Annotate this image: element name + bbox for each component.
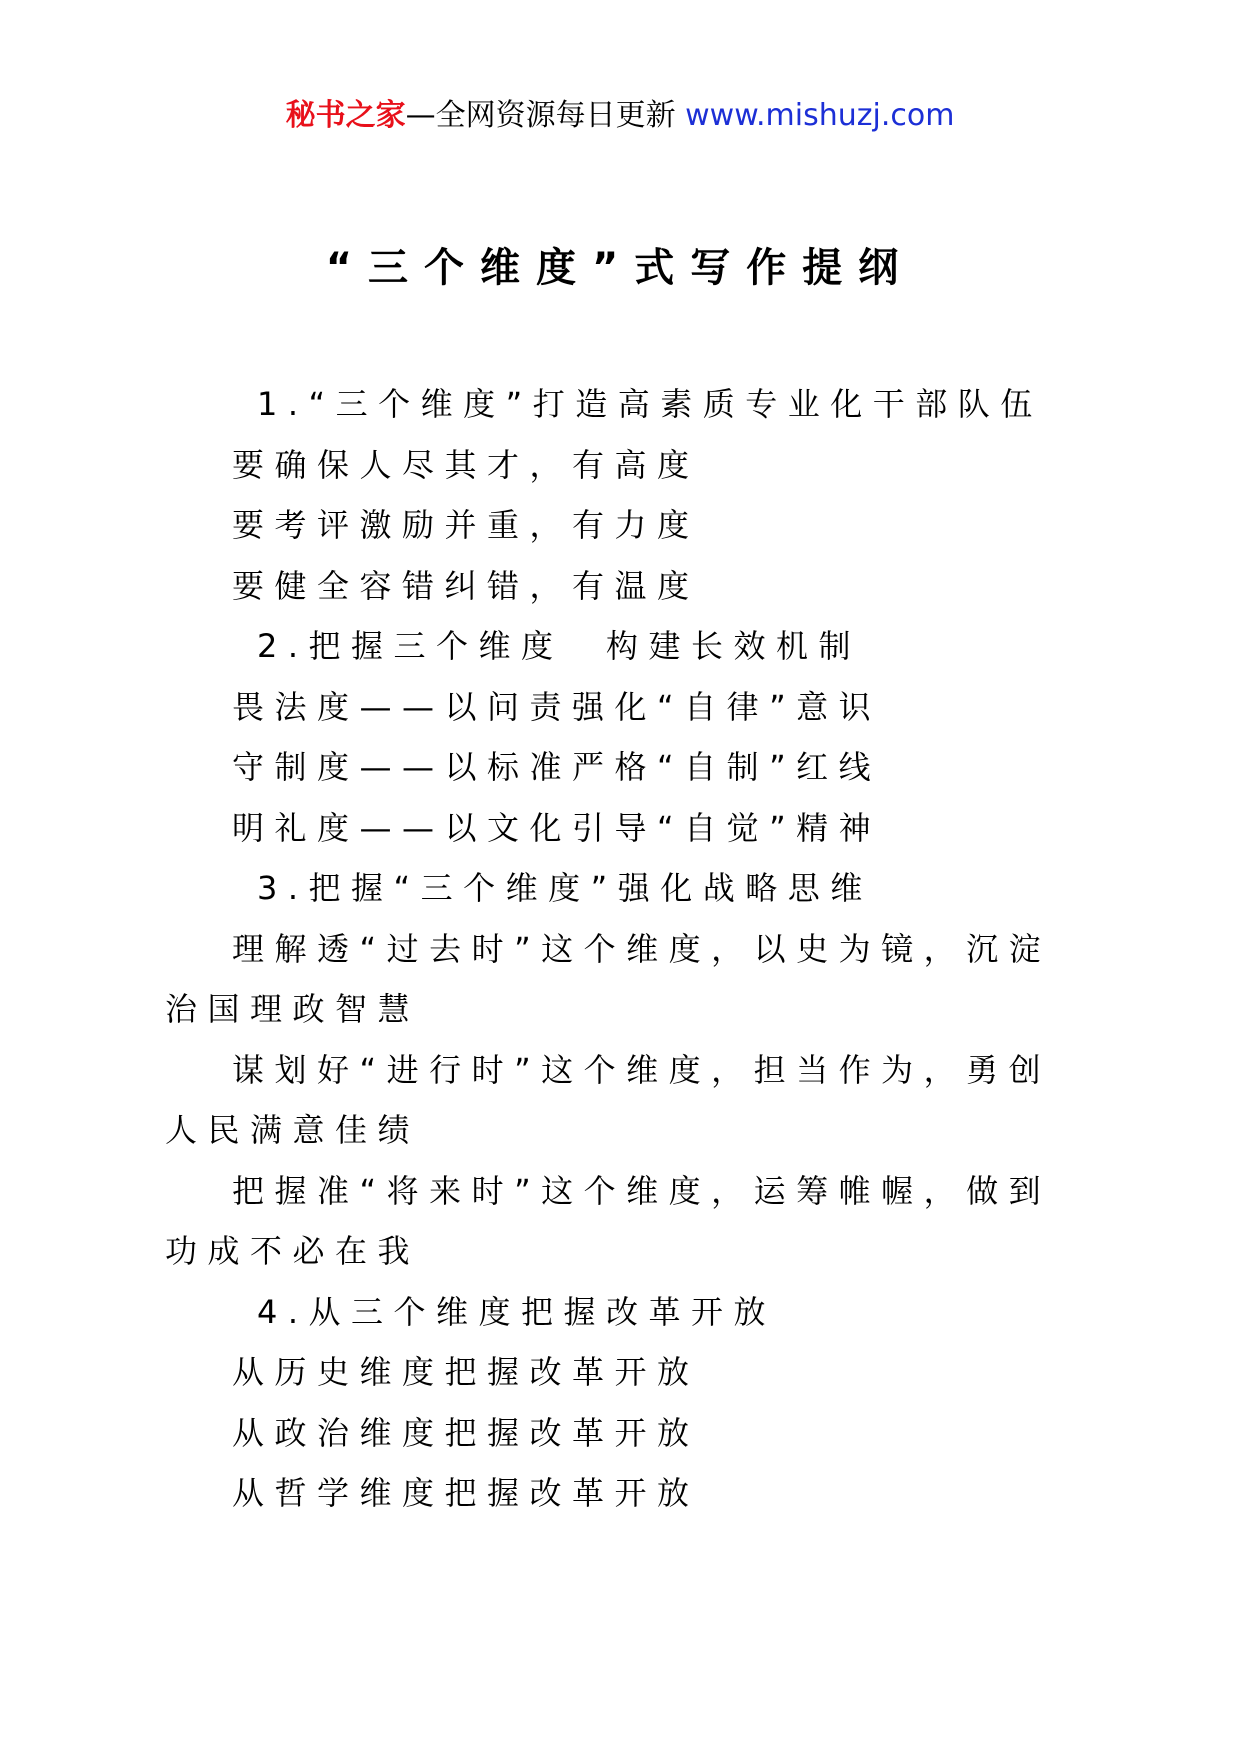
section-heading-1: 1.“三个维度”打造高素质专业化干部队伍: [257, 385, 1043, 423]
section-2-point-3: 明礼度——以文化引导“自觉”精神: [232, 808, 882, 847]
section-1-point-3: 要健全容错纠错，有温度: [232, 566, 700, 605]
section-3-point-3: 把握准“将来时”这个维度，运筹帷幄，做到功成不必在我: [165, 1171, 1052, 1270]
section-2-point-1: 畏法度——以问责强化“自律”意识: [232, 687, 882, 726]
section-2-point-2: 守制度——以标准严格“自制”红线: [232, 748, 882, 786]
site-header: [0, 96, 1240, 136]
section-1-point-2: 要考评激励并重，有力度: [232, 506, 700, 544]
site-brand: 秘书之家: [285, 98, 406, 133]
section-3-point-2: 谋划好“进行时”这个维度，担当作为，勇创人民满意佳绩: [165, 1050, 1052, 1149]
section-4-point-1: 从历史维度把握改革开放: [232, 1353, 700, 1391]
section-3-point-1: 理解透“过去时”这个维度，以史为镜，沉淀治国理政智慧: [165, 929, 1052, 1028]
site-url-link[interactable]: www.mishuzj.com: [685, 98, 955, 133]
section-4-point-2: 从政治维度把握改革开放: [232, 1413, 700, 1452]
section-heading-4: 4.从三个维度把握改革开放: [257, 1292, 777, 1331]
document-body: [165, 374, 1085, 1524]
section-1-point-1: 要确保人尽其才，有高度: [232, 445, 700, 484]
site-tagline: —全网资源每日更新: [405, 98, 676, 133]
document-title: “三个维度”式写作提纲: [325, 245, 915, 291]
section-heading-2: 2.把握三个维度 构建长效机制: [257, 627, 862, 665]
section-4-point-3: 从哲学维度把握改革开放: [232, 1474, 700, 1512]
section-heading-3: 3.把握“三个维度”强化战略思维: [257, 869, 873, 907]
